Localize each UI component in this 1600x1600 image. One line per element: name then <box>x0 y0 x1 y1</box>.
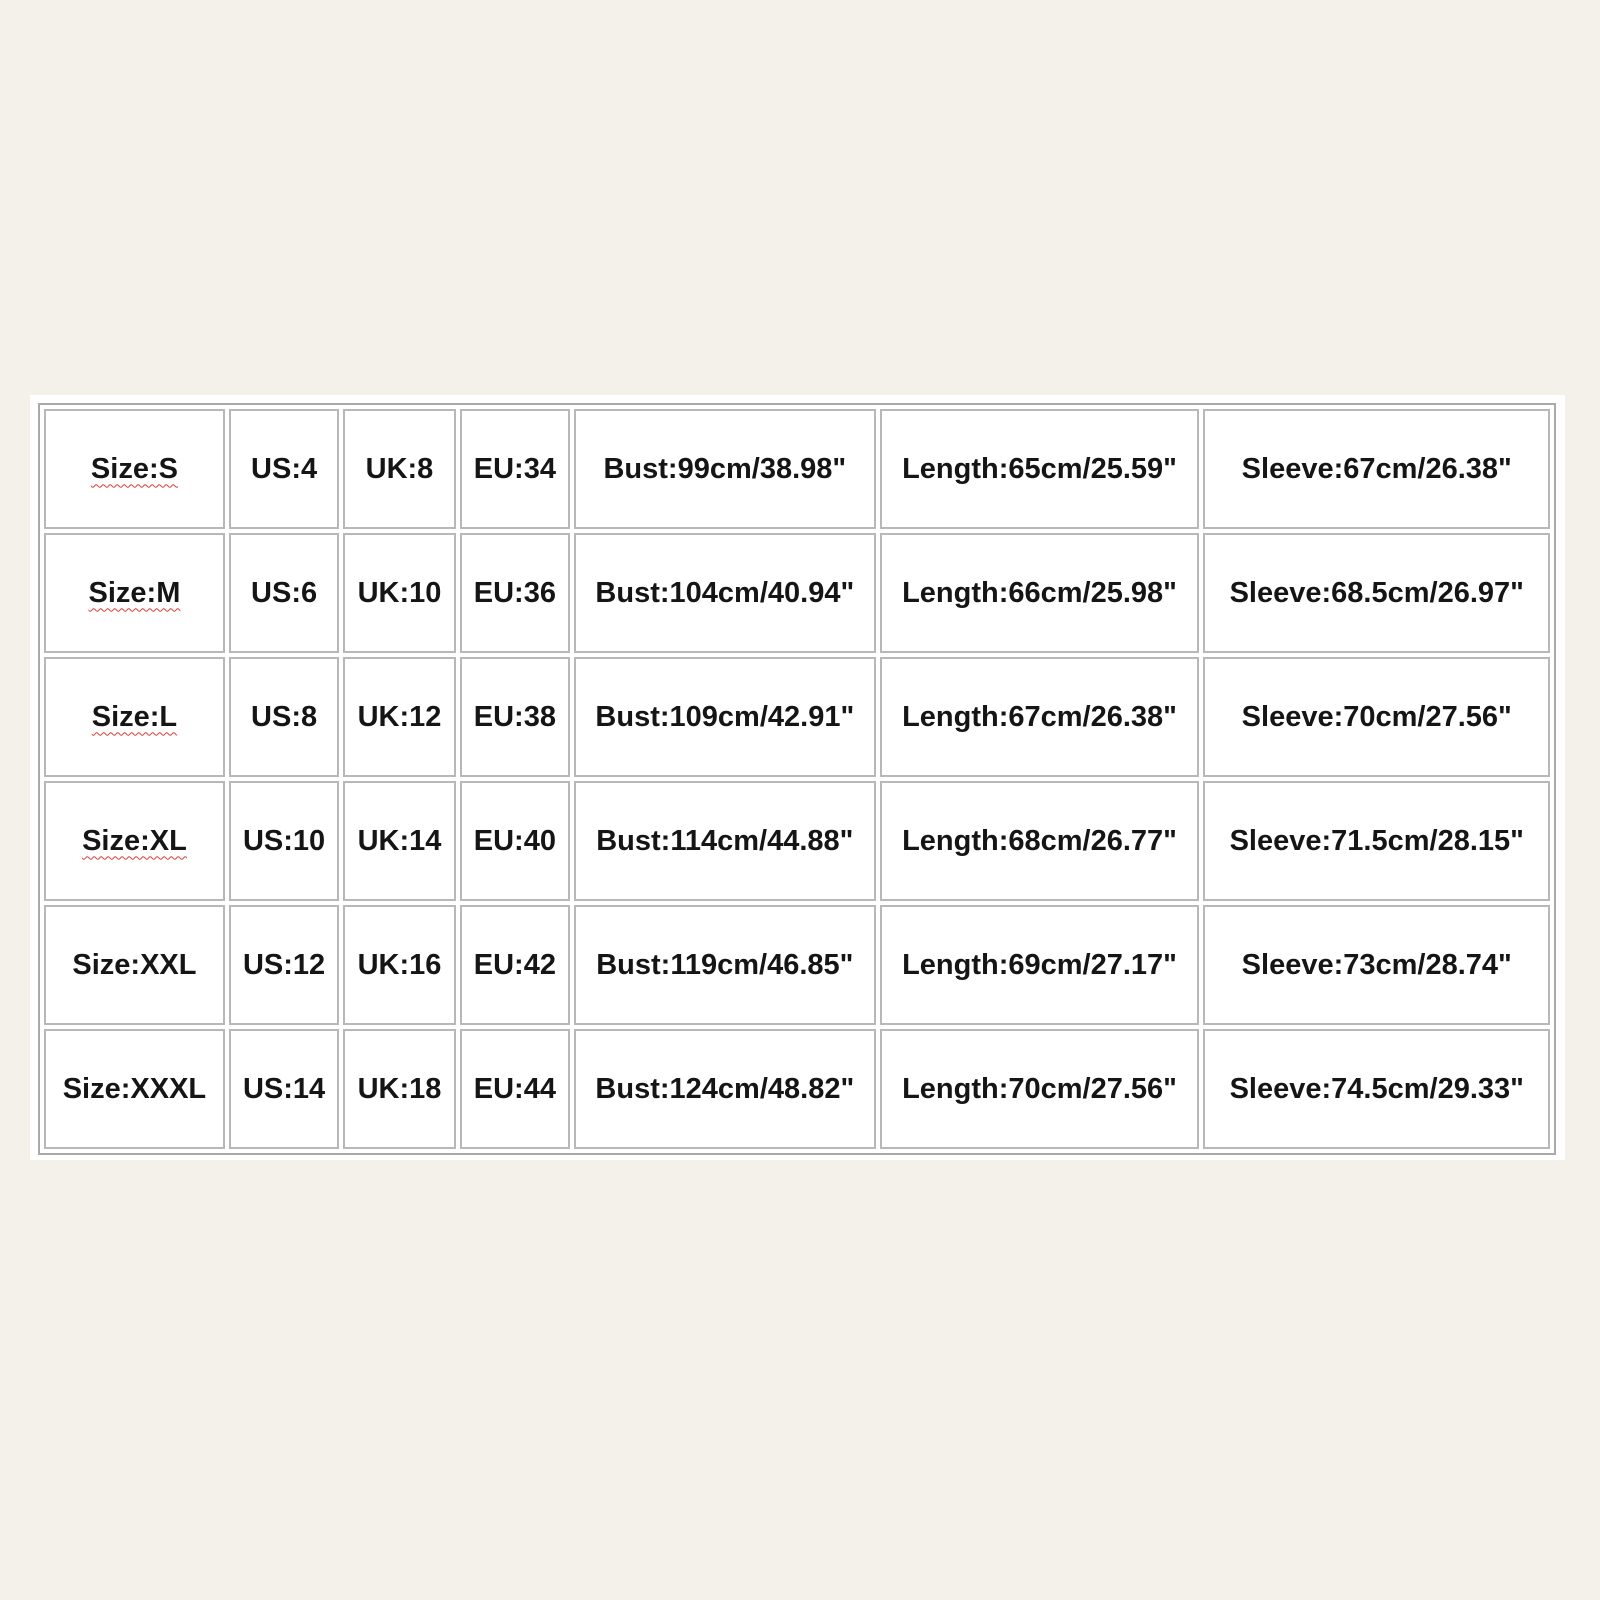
table-row <box>44 533 1550 653</box>
size-cell: Size:S <box>44 409 225 529</box>
sleeve-cell: Sleeve:71.5cm/28.15" <box>1203 781 1550 901</box>
table-row <box>44 657 1550 777</box>
eu-size-cell: EU:44 <box>460 1029 570 1149</box>
uk-size-cell: UK:14 <box>343 781 455 901</box>
size-cell: Size:M <box>44 533 225 653</box>
sleeve-cell: Sleeve:73cm/28.74" <box>1203 905 1550 1025</box>
uk-size-cell: UK:8 <box>343 409 455 529</box>
sleeve-cell: Sleeve:70cm/27.56" <box>1203 657 1550 777</box>
bust-cell: Bust:119cm/46.85" <box>574 905 876 1025</box>
bust-cell: Bust:104cm/40.94" <box>574 533 876 653</box>
length-cell: Length:69cm/27.17" <box>880 905 1200 1025</box>
eu-size-cell: EU:38 <box>460 657 570 777</box>
uk-size-cell: UK:18 <box>343 1029 455 1149</box>
table-row <box>44 905 1550 1025</box>
bust-cell: Bust:124cm/48.82" <box>574 1029 876 1149</box>
sleeve-cell: Sleeve:67cm/26.38" <box>1203 409 1550 529</box>
eu-size-cell: EU:34 <box>460 409 570 529</box>
eu-size-cell: EU:40 <box>460 781 570 901</box>
size-cell: Size:L <box>44 657 225 777</box>
length-cell: Length:66cm/25.98" <box>880 533 1200 653</box>
size-chart-table <box>38 403 1556 1155</box>
bust-cell: Bust:114cm/44.88" <box>574 781 876 901</box>
size-cell: Size:XXXL <box>44 1029 225 1149</box>
size-cell: Size:XXL <box>44 905 225 1025</box>
bust-cell: Bust:109cm/42.91" <box>574 657 876 777</box>
sleeve-cell: Sleeve:68.5cm/26.97" <box>1203 533 1550 653</box>
uk-size-cell: UK:10 <box>343 533 455 653</box>
us-size-cell: US:14 <box>229 1029 339 1149</box>
sleeve-cell: Sleeve:74.5cm/29.33" <box>1203 1029 1550 1149</box>
table-row <box>44 1029 1550 1149</box>
length-cell: Length:70cm/27.56" <box>880 1029 1200 1149</box>
eu-size-cell: EU:42 <box>460 905 570 1025</box>
table-row <box>44 409 1550 529</box>
us-size-cell: US:10 <box>229 781 339 901</box>
eu-size-cell: EU:36 <box>460 533 570 653</box>
length-cell: Length:65cm/25.59" <box>880 409 1200 529</box>
uk-size-cell: UK:12 <box>343 657 455 777</box>
length-cell: Length:67cm/26.38" <box>880 657 1200 777</box>
uk-size-cell: UK:16 <box>343 905 455 1025</box>
us-size-cell: US:12 <box>229 905 339 1025</box>
table-row <box>44 781 1550 901</box>
us-size-cell: US:6 <box>229 533 339 653</box>
size-chart-sheet <box>30 395 1565 1160</box>
us-size-cell: US:8 <box>229 657 339 777</box>
us-size-cell: US:4 <box>229 409 339 529</box>
bust-cell: Bust:99cm/38.98" <box>574 409 876 529</box>
length-cell: Length:68cm/26.77" <box>880 781 1200 901</box>
size-cell: Size:XL <box>44 781 225 901</box>
